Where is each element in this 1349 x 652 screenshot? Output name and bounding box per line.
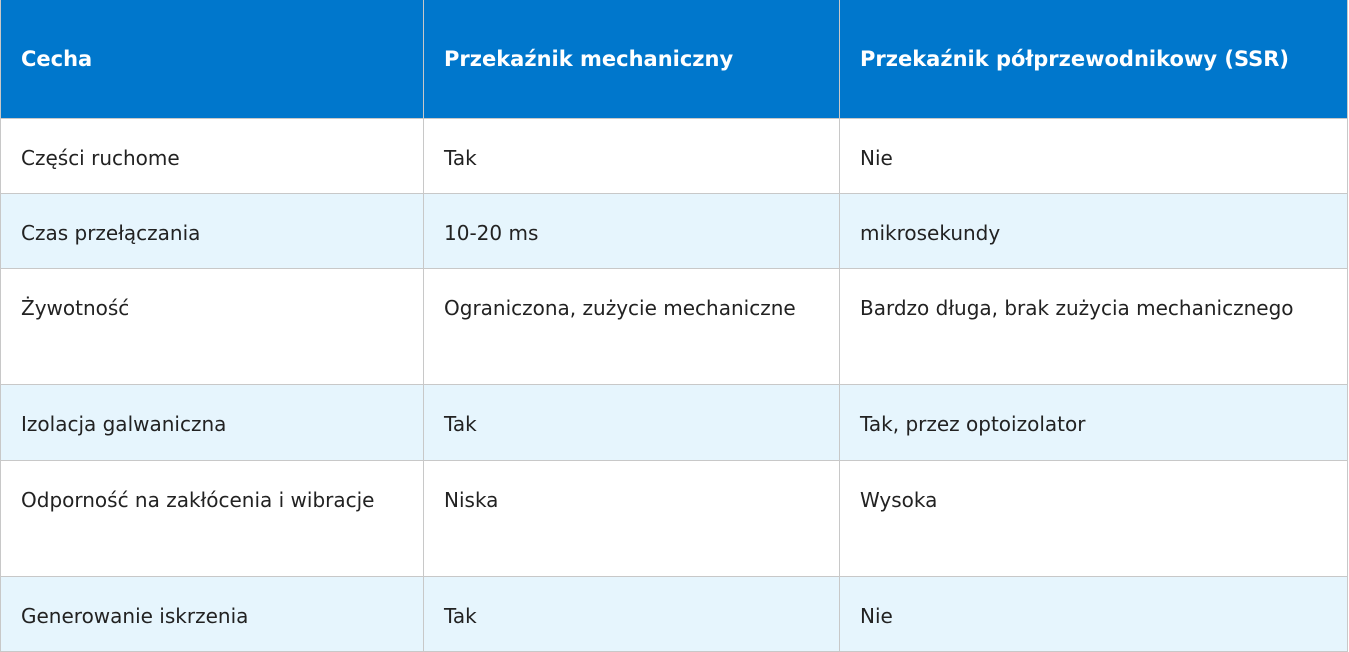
table-cell: Tak (424, 576, 840, 651)
column-header-mechanical-relay: Przekaźnik mechaniczny (424, 0, 840, 118)
table-row (1, 460, 1348, 576)
table-cell: Żywotność (1, 268, 424, 384)
table-header (1, 0, 1348, 118)
table-cell: Nie (840, 576, 1348, 651)
table-cell: Niska (424, 460, 840, 576)
table-row (1, 576, 1348, 651)
table-cell: Odporność na zakłócenia i wibracje (1, 460, 424, 576)
table-cell: mikrosekundy (840, 193, 1348, 268)
table-row (1, 384, 1348, 460)
table-row (1, 193, 1348, 268)
table-cell: Generowanie iskrzenia (1, 576, 424, 651)
table-cell: Ograniczona, zużycie mechaniczne (424, 268, 840, 384)
column-header-feature: Cecha (1, 0, 424, 118)
table-body (1, 118, 1348, 651)
table-cell: Tak, przez optoizolator (840, 384, 1348, 460)
table-row (1, 268, 1348, 384)
table-row (1, 118, 1348, 193)
table-cell: Tak (424, 118, 840, 193)
table-cell: 10-20 ms (424, 193, 840, 268)
table-cell: Czas przełączania (1, 193, 424, 268)
table-cell: Bardzo długa, brak zużycia mechanicznego (840, 268, 1348, 384)
column-header-ssr: Przekaźnik półprzewodnikowy (SSR) (840, 0, 1348, 118)
table-cell: Nie (840, 118, 1348, 193)
table-cell: Tak (424, 384, 840, 460)
table-cell: Części ruchome (1, 118, 424, 193)
table-cell: Wysoka (840, 460, 1348, 576)
table-cell: Izolacja galwaniczna (1, 384, 424, 460)
header-row (1, 0, 1348, 118)
